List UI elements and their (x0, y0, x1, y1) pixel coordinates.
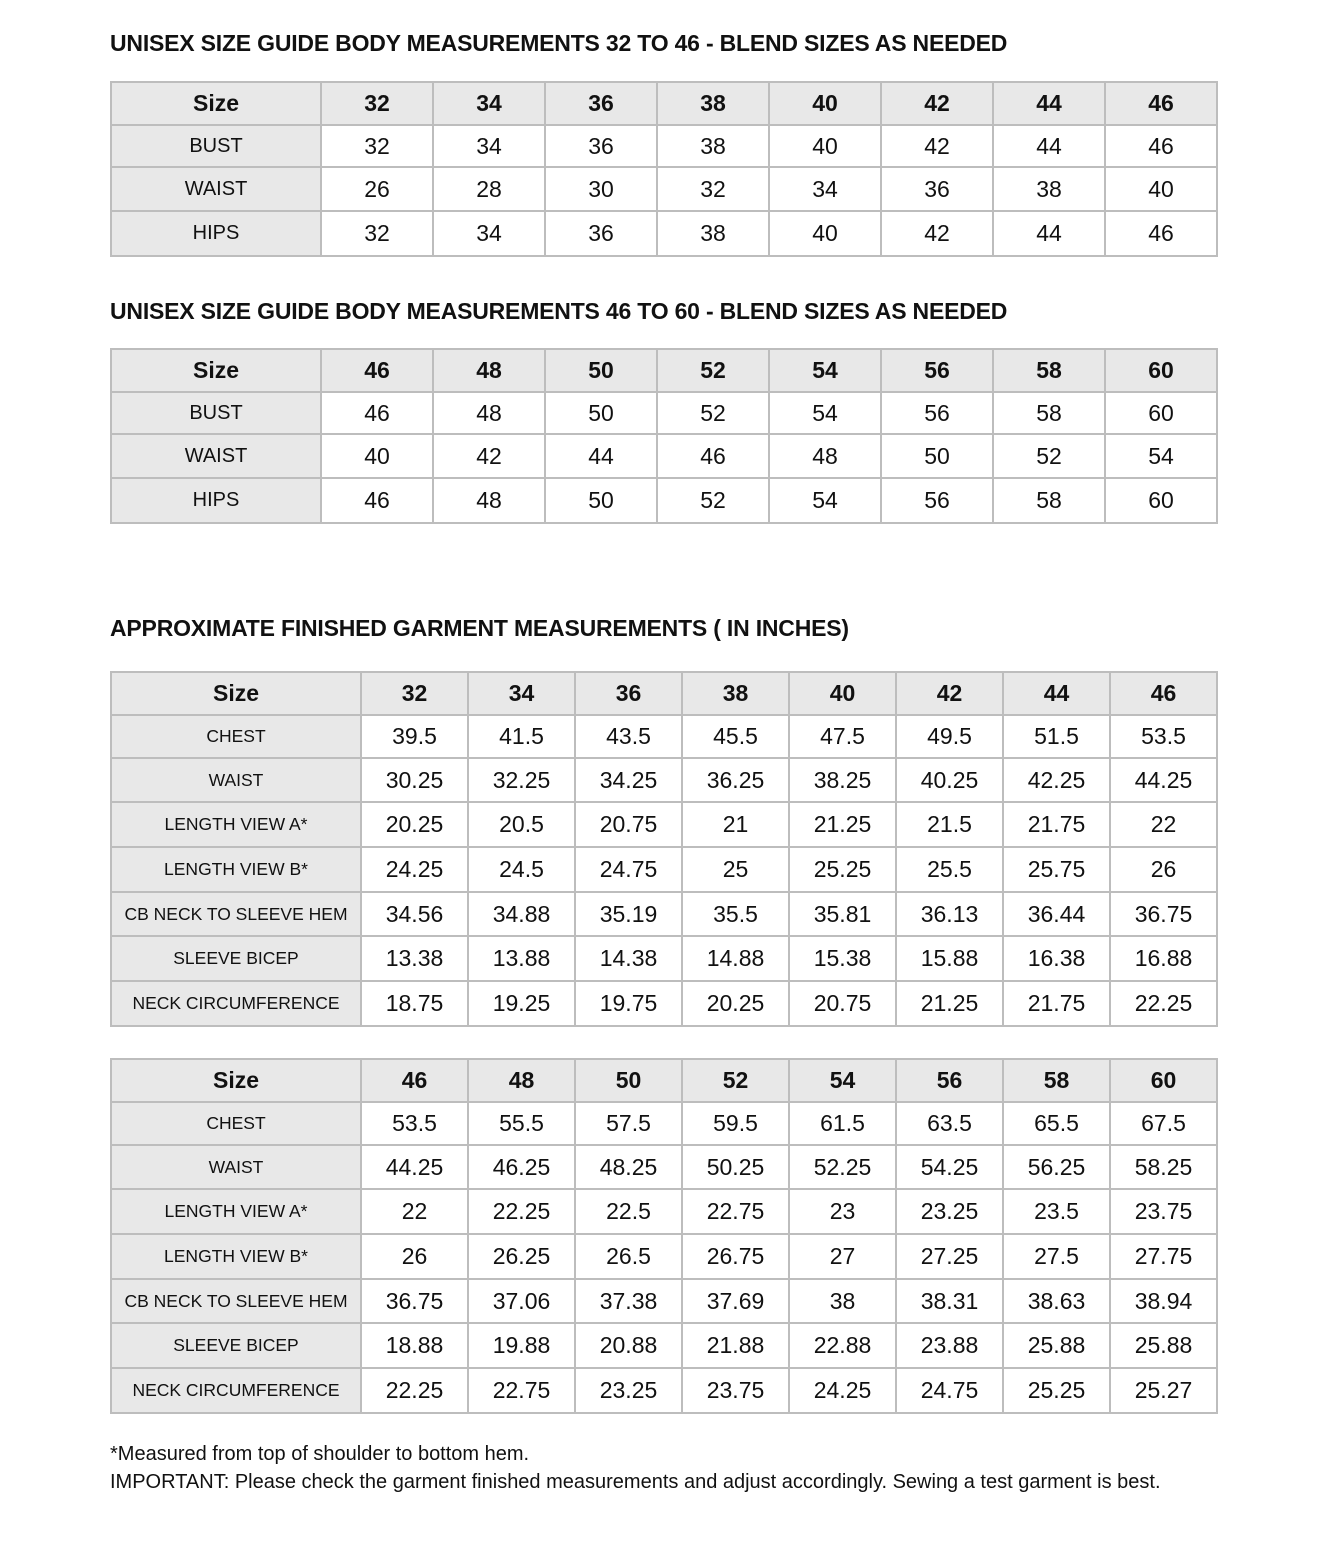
measurement-cell: 54.25 (896, 1145, 1003, 1189)
measurement-cell: 26.75 (682, 1234, 789, 1279)
measurement-cell: 56 (881, 392, 993, 434)
size-column-header: 32 (321, 82, 433, 125)
measurement-cell: 46 (321, 478, 433, 523)
table-row (111, 1189, 1217, 1234)
measurement-cell: 18.75 (361, 981, 468, 1026)
table-row (111, 1102, 1217, 1145)
row-label: LENGTH VIEW B* (111, 847, 361, 892)
table-row (111, 392, 1217, 434)
measurement-cell: 46 (1105, 125, 1217, 167)
row-label: BUST (111, 125, 321, 167)
measurement-cell: 40 (769, 211, 881, 256)
measurement-cell: 53.5 (361, 1102, 468, 1145)
measurement-cell: 25.75 (1003, 847, 1110, 892)
measurement-cell: 36.75 (1110, 892, 1217, 936)
measurement-cell: 20.88 (575, 1323, 682, 1368)
measurement-cell: 38 (993, 167, 1105, 211)
footnote-text: *Measured from top of shoulder to bottom hem. (110, 1443, 530, 1465)
measurement-cell: 44 (545, 434, 657, 478)
measurement-cell: 56.25 (1003, 1145, 1110, 1189)
measurement-cell: 32 (657, 167, 769, 211)
row-label: CHEST (111, 715, 361, 758)
measurement-cell: 24.25 (361, 847, 468, 892)
measurement-cell: 67.5 (1110, 1102, 1217, 1145)
row-label: WAIST (111, 1145, 361, 1189)
measurement-cell: 52 (657, 478, 769, 523)
measurement-cell: 38 (657, 125, 769, 167)
measurement-cell: 53.5 (1110, 715, 1217, 758)
measurement-cell: 26 (321, 167, 433, 211)
measurement-cell: 13.38 (361, 936, 468, 981)
measurement-cell: 34.25 (575, 758, 682, 802)
measurement-cell: 52 (657, 392, 769, 434)
measurement-cell: 14.38 (575, 936, 682, 981)
measurement-cell: 25.5 (896, 847, 1003, 892)
measurement-cell: 32.25 (468, 758, 575, 802)
measurement-cell: 50 (881, 434, 993, 478)
measurement-cell: 26.5 (575, 1234, 682, 1279)
measurement-cell: 27.25 (896, 1234, 1003, 1279)
measurement-cell: 58 (993, 478, 1105, 523)
size-column-header: 34 (433, 82, 545, 125)
measurement-cell: 56 (881, 478, 993, 523)
measurement-cell: 27 (789, 1234, 896, 1279)
size-header-cell: Size (111, 349, 321, 392)
measurement-cell: 28 (433, 167, 545, 211)
table-row (111, 1368, 1217, 1413)
size-column-header: 58 (993, 349, 1105, 392)
measurement-cell: 16.88 (1110, 936, 1217, 981)
table-row (111, 1234, 1217, 1279)
size-column-header: 42 (896, 672, 1003, 715)
measurement-cell: 34 (433, 211, 545, 256)
measurement-cell: 45.5 (682, 715, 789, 758)
measurement-cell: 34.56 (361, 892, 468, 936)
measurement-cell: 55.5 (468, 1102, 575, 1145)
measurement-cell: 18.88 (361, 1323, 468, 1368)
measurement-cell: 22.25 (1110, 981, 1217, 1026)
size-column-header: 44 (993, 82, 1105, 125)
measurement-cell: 21.75 (1003, 981, 1110, 1026)
body-measurements-title-46-60: UNISEX SIZE GUIDE BODY MEASUREMENTS 46 TO 60 - BLEND SIZES AS NEEDED (110, 298, 1008, 324)
row-label: LENGTH VIEW A* (111, 1189, 361, 1234)
row-label: SLEEVE BICEP (111, 936, 361, 981)
measurement-cell: 21.75 (1003, 802, 1110, 847)
size-column-header: 38 (682, 672, 789, 715)
measurement-cell: 22 (361, 1189, 468, 1234)
table-row (111, 1145, 1217, 1189)
measurement-cell: 38 (789, 1279, 896, 1323)
measurement-cell: 20.5 (468, 802, 575, 847)
measurement-cell: 44.25 (1110, 758, 1217, 802)
row-label: BUST (111, 392, 321, 434)
garment-measurements-table-32-46 (110, 671, 1218, 1027)
size-column-header: 52 (682, 1059, 789, 1102)
header-row (111, 1059, 1217, 1102)
measurement-cell: 22.75 (468, 1368, 575, 1413)
header-row (111, 672, 1217, 715)
size-column-header: 46 (1110, 672, 1217, 715)
measurement-cell: 40 (321, 434, 433, 478)
size-column-header: 46 (361, 1059, 468, 1102)
measurement-cell: 15.38 (789, 936, 896, 981)
size-column-header: 54 (769, 349, 881, 392)
measurement-cell: 42 (881, 125, 993, 167)
measurement-cell: 24.25 (789, 1368, 896, 1413)
row-label: HIPS (111, 478, 321, 523)
measurement-cell: 54 (769, 478, 881, 523)
size-column-header: 56 (881, 349, 993, 392)
measurement-cell: 30 (545, 167, 657, 211)
measurement-cell: 25.25 (789, 847, 896, 892)
measurement-cell: 40 (1105, 167, 1217, 211)
measurement-cell: 38.94 (1110, 1279, 1217, 1323)
measurement-cell: 46 (1105, 211, 1217, 256)
measurement-cell: 36.44 (1003, 892, 1110, 936)
row-label: NECK CIRCUMFERENCE (111, 1368, 361, 1413)
measurement-cell: 19.88 (468, 1323, 575, 1368)
measurement-cell: 22.5 (575, 1189, 682, 1234)
size-column-header: 32 (361, 672, 468, 715)
size-column-header: 46 (1105, 82, 1217, 125)
measurement-cell: 60 (1105, 392, 1217, 434)
measurement-cell: 40 (769, 125, 881, 167)
measurement-cell: 19.75 (575, 981, 682, 1026)
measurement-cell: 16.38 (1003, 936, 1110, 981)
measurement-cell: 26 (361, 1234, 468, 1279)
measurement-cell: 20.75 (789, 981, 896, 1026)
size-column-header: 58 (1003, 1059, 1110, 1102)
measurement-cell: 20.25 (682, 981, 789, 1026)
size-column-header: 46 (321, 349, 433, 392)
size-column-header: 38 (657, 82, 769, 125)
measurement-cell: 20.25 (361, 802, 468, 847)
measurement-cell: 35.19 (575, 892, 682, 936)
size-column-header: 42 (881, 82, 993, 125)
row-label: LENGTH VIEW A* (111, 802, 361, 847)
measurement-cell: 36 (545, 125, 657, 167)
measurement-cell: 22.25 (361, 1368, 468, 1413)
measurement-cell: 22.75 (682, 1189, 789, 1234)
size-column-header: 56 (896, 1059, 1003, 1102)
measurement-cell: 24.5 (468, 847, 575, 892)
measurement-cell: 50.25 (682, 1145, 789, 1189)
row-label: WAIST (111, 167, 321, 211)
measurement-cell: 39.5 (361, 715, 468, 758)
important-note-text: IMPORTANT: Please check the garment finished measurements and adjust accordingly. Sewing a test garment is best. (110, 1471, 1161, 1493)
measurement-cell: 44 (993, 125, 1105, 167)
measurement-cell: 65.5 (1003, 1102, 1110, 1145)
row-label: CHEST (111, 1102, 361, 1145)
row-label: SLEEVE BICEP (111, 1323, 361, 1368)
measurement-cell: 54 (1105, 434, 1217, 478)
size-column-header: 52 (657, 349, 769, 392)
measurement-cell: 21.88 (682, 1323, 789, 1368)
measurement-cell: 46 (657, 434, 769, 478)
measurement-cell: 15.88 (896, 936, 1003, 981)
table-row (111, 802, 1217, 847)
row-label: CB NECK TO SLEEVE HEM (111, 892, 361, 936)
measurement-cell: 58.25 (1110, 1145, 1217, 1189)
measurement-cell: 38.25 (789, 758, 896, 802)
measurement-cell: 36 (881, 167, 993, 211)
measurement-cell: 52.25 (789, 1145, 896, 1189)
measurement-cell: 36.75 (361, 1279, 468, 1323)
body-measurements-table-46-60 (110, 348, 1218, 524)
measurement-cell: 32 (321, 211, 433, 256)
measurement-cell: 63.5 (896, 1102, 1003, 1145)
header-row (111, 82, 1217, 125)
measurement-cell: 23.88 (896, 1323, 1003, 1368)
measurement-cell: 50 (545, 478, 657, 523)
measurement-cell: 51.5 (1003, 715, 1110, 758)
measurement-cell: 26.25 (468, 1234, 575, 1279)
header-row (111, 349, 1217, 392)
measurement-cell: 58 (993, 392, 1105, 434)
measurement-cell: 27.5 (1003, 1234, 1110, 1279)
body-measurements-title-32-46: UNISEX SIZE GUIDE BODY MEASUREMENTS 32 TO 46 - BLEND SIZES AS NEEDED (110, 30, 1008, 56)
table-row (111, 936, 1217, 981)
measurement-cell: 22.25 (468, 1189, 575, 1234)
size-column-header: 34 (468, 672, 575, 715)
row-label: HIPS (111, 211, 321, 256)
measurement-cell: 32 (321, 125, 433, 167)
measurement-cell: 37.38 (575, 1279, 682, 1323)
table-row (111, 1279, 1217, 1323)
measurement-cell: 14.88 (682, 936, 789, 981)
measurement-cell: 22.88 (789, 1323, 896, 1368)
measurement-cell: 57.5 (575, 1102, 682, 1145)
table-row (111, 125, 1217, 167)
measurement-cell: 42 (433, 434, 545, 478)
measurement-cell: 19.25 (468, 981, 575, 1026)
size-column-header: 48 (468, 1059, 575, 1102)
measurement-cell: 34.88 (468, 892, 575, 936)
measurement-cell: 20.75 (575, 802, 682, 847)
garment-measurements-title: APPROXIMATE FINISHED GARMENT MEASUREMENTS ( IN INCHES) (110, 615, 849, 641)
garment-measurements-table-46-60 (110, 1058, 1218, 1414)
measurement-cell: 40.25 (896, 758, 1003, 802)
measurement-cell: 38 (657, 211, 769, 256)
measurement-cell: 35.81 (789, 892, 896, 936)
measurement-cell: 38.31 (896, 1279, 1003, 1323)
measurement-cell: 27.75 (1110, 1234, 1217, 1279)
row-label: LENGTH VIEW B* (111, 1234, 361, 1279)
measurement-cell: 21.5 (896, 802, 1003, 847)
measurement-cell: 22 (1110, 802, 1217, 847)
size-header-cell: Size (111, 672, 361, 715)
size-column-header: 44 (1003, 672, 1110, 715)
measurement-cell: 23.75 (682, 1368, 789, 1413)
measurement-cell: 49.5 (896, 715, 1003, 758)
measurement-cell: 24.75 (575, 847, 682, 892)
measurement-cell: 36.13 (896, 892, 1003, 936)
measurement-cell: 24.75 (896, 1368, 1003, 1413)
measurement-cell: 13.88 (468, 936, 575, 981)
table-row (111, 715, 1217, 758)
measurement-cell: 42.25 (1003, 758, 1110, 802)
table-row (111, 1323, 1217, 1368)
measurement-cell: 52 (993, 434, 1105, 478)
table-row (111, 981, 1217, 1026)
measurement-cell: 36.25 (682, 758, 789, 802)
measurement-cell: 60 (1105, 478, 1217, 523)
measurement-cell: 46 (321, 392, 433, 434)
measurement-cell: 23.5 (1003, 1189, 1110, 1234)
table-row (111, 847, 1217, 892)
measurement-cell: 36 (545, 211, 657, 256)
measurement-cell: 48 (433, 392, 545, 434)
row-label: WAIST (111, 758, 361, 802)
row-label: NECK CIRCUMFERENCE (111, 981, 361, 1026)
size-column-header: 60 (1110, 1059, 1217, 1102)
measurement-cell: 48 (769, 434, 881, 478)
measurement-cell: 34 (769, 167, 881, 211)
measurement-cell: 43.5 (575, 715, 682, 758)
measurement-cell: 23 (789, 1189, 896, 1234)
size-column-header: 36 (545, 82, 657, 125)
size-column-header: 36 (575, 672, 682, 715)
measurement-cell: 25.88 (1110, 1323, 1217, 1368)
row-label: CB NECK TO SLEEVE HEM (111, 1279, 361, 1323)
size-column-header: 40 (789, 672, 896, 715)
measurement-cell: 23.25 (896, 1189, 1003, 1234)
size-column-header: 60 (1105, 349, 1217, 392)
measurement-cell: 25 (682, 847, 789, 892)
measurement-cell: 54 (769, 392, 881, 434)
size-column-header: 48 (433, 349, 545, 392)
measurement-cell: 37.69 (682, 1279, 789, 1323)
size-header-cell: Size (111, 1059, 361, 1102)
measurement-cell: 42 (881, 211, 993, 256)
body-measurements-table-32-46 (110, 81, 1218, 257)
measurement-cell: 48 (433, 478, 545, 523)
measurement-cell: 59.5 (682, 1102, 789, 1145)
measurement-cell: 38.63 (1003, 1279, 1110, 1323)
measurement-cell: 23.25 (575, 1368, 682, 1413)
size-header-cell: Size (111, 82, 321, 125)
measurement-cell: 47.5 (789, 715, 896, 758)
measurement-cell: 30.25 (361, 758, 468, 802)
measurement-cell: 46.25 (468, 1145, 575, 1189)
row-label: WAIST (111, 434, 321, 478)
measurement-cell: 25.27 (1110, 1368, 1217, 1413)
measurement-cell: 35.5 (682, 892, 789, 936)
table-row (111, 892, 1217, 936)
table-row (111, 434, 1217, 478)
table-row (111, 211, 1217, 256)
table-row (111, 167, 1217, 211)
table-row (111, 758, 1217, 802)
measurement-cell: 21 (682, 802, 789, 847)
measurement-cell: 26 (1110, 847, 1217, 892)
size-column-header: 50 (575, 1059, 682, 1102)
measurement-cell: 48.25 (575, 1145, 682, 1189)
measurement-cell: 25.88 (1003, 1323, 1110, 1368)
measurement-cell: 44.25 (361, 1145, 468, 1189)
measurement-cell: 61.5 (789, 1102, 896, 1145)
size-column-header: 40 (769, 82, 881, 125)
measurement-cell: 21.25 (896, 981, 1003, 1026)
measurement-cell: 41.5 (468, 715, 575, 758)
measurement-cell: 21.25 (789, 802, 896, 847)
measurement-cell: 23.75 (1110, 1189, 1217, 1234)
measurement-cell: 44 (993, 211, 1105, 256)
measurement-cell: 34 (433, 125, 545, 167)
measurement-cell: 37.06 (468, 1279, 575, 1323)
measurement-cell: 50 (545, 392, 657, 434)
table-row (111, 478, 1217, 523)
size-column-header: 50 (545, 349, 657, 392)
size-column-header: 54 (789, 1059, 896, 1102)
measurement-cell: 25.25 (1003, 1368, 1110, 1413)
